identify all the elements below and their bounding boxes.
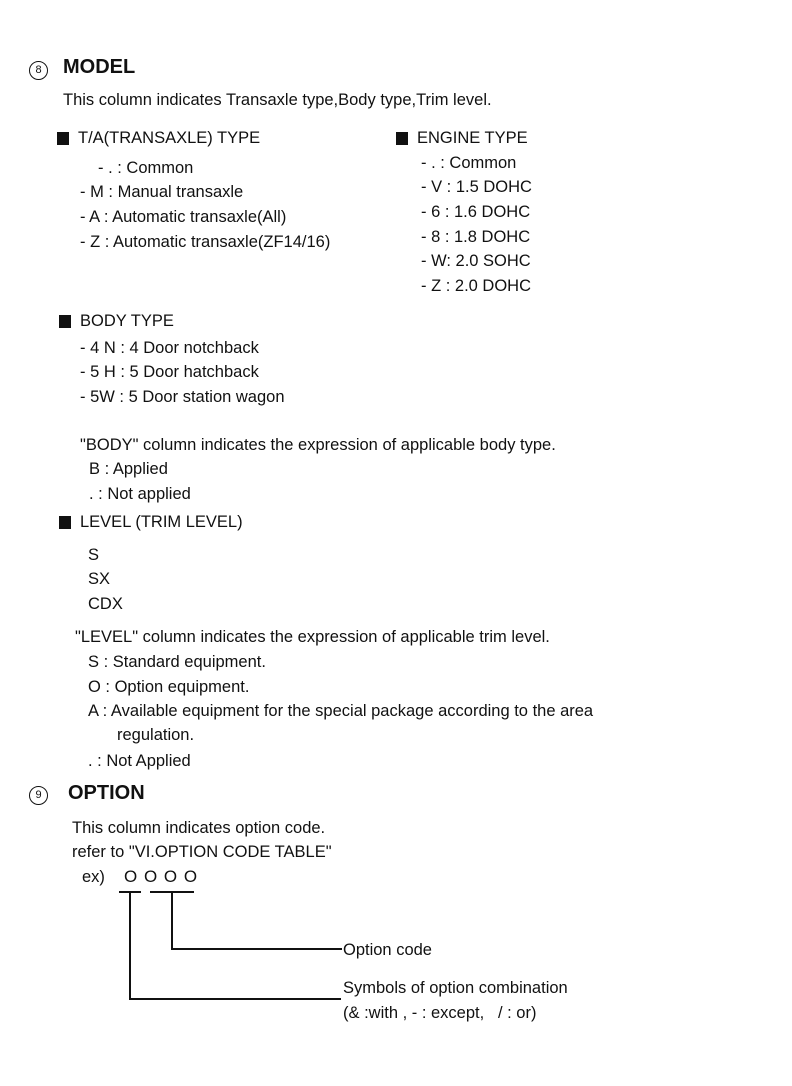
body-type-heading: BODY TYPE: [80, 312, 174, 330]
bullet-square-icon: [396, 132, 408, 145]
list-item: - A : Automatic transaxle(All): [80, 208, 287, 226]
list-item: - . : Common: [98, 159, 194, 177]
bullet-square-icon: [57, 132, 69, 145]
level-legend-option: O : Option equipment.: [88, 678, 250, 696]
example-code: O O O O: [124, 867, 199, 886]
engine-type-heading: ENGINE TYPE: [417, 129, 528, 147]
section-number-8: 8: [29, 61, 48, 80]
list-item: - 5 H : 5 Door hatchback: [80, 363, 259, 381]
bullet-square-icon: [59, 516, 71, 529]
list-item: - Z : Automatic transaxle(ZF14/16): [80, 233, 331, 251]
list-item: - . : Common: [421, 154, 517, 172]
list-item: - V : 1.5 DOHC: [421, 178, 532, 196]
section-number-9: 9: [29, 786, 48, 805]
body-note: "BODY" column indicates the expression of applicable body type.: [80, 436, 556, 454]
model-intro: This column indicates Transaxle type,Body type,Trim level.: [63, 91, 492, 109]
option-refer: refer to "VI.OPTION CODE TABLE": [72, 843, 332, 861]
list-item: - 4 N : 4 Door notchback: [80, 339, 259, 357]
callout-symbols-legend: (& :with , - : except, / : or): [343, 1004, 537, 1022]
leader-symbol-horizontal: [129, 998, 341, 1000]
level-legend-standard: S : Standard equipment.: [88, 653, 266, 671]
list-item: SX: [88, 570, 111, 588]
list-item: - W: 2.0 SOHC: [421, 252, 531, 270]
list-item: - 5W : 5 Door station wagon: [80, 388, 285, 406]
option-intro: This column indicates option code.: [72, 819, 326, 837]
list-item: - M : Manual transaxle: [80, 183, 244, 201]
list-item: - 8 : 1.8 DOHC: [421, 228, 531, 246]
callout-option-code: Option code: [343, 941, 432, 959]
model-title: MODEL: [63, 56, 136, 78]
level-legend-available-cont: regulation.: [117, 726, 195, 744]
list-item: S: [88, 546, 100, 564]
level-legend-not-applied: . : Not Applied: [88, 752, 191, 770]
option-title: OPTION: [68, 782, 145, 804]
list-item: - Z : 2.0 DOHC: [421, 277, 532, 295]
body-legend-not-applied: . : Not applied: [89, 485, 191, 503]
leader-symbol-vertical: [129, 891, 131, 999]
level-legend-available: A : Available equipment for the special package according to the area: [88, 702, 594, 720]
leader-code-horizontal: [171, 948, 342, 950]
bullet-square-icon: [59, 315, 71, 328]
example-label: ex): [82, 868, 105, 886]
ta-type-heading: T/A(TRANSAXLE) TYPE: [78, 129, 261, 147]
list-item: CDX: [88, 595, 123, 613]
callout-symbols: Symbols of option combination: [343, 979, 568, 997]
leader-code-vertical: [171, 891, 173, 949]
list-item: - 6 : 1.6 DOHC: [421, 203, 531, 221]
level-heading: LEVEL (TRIM LEVEL): [80, 513, 243, 531]
level-note: "LEVEL" column indicates the expression of applicable trim level.: [75, 628, 550, 646]
body-legend-applied: B : Applied: [89, 460, 168, 478]
